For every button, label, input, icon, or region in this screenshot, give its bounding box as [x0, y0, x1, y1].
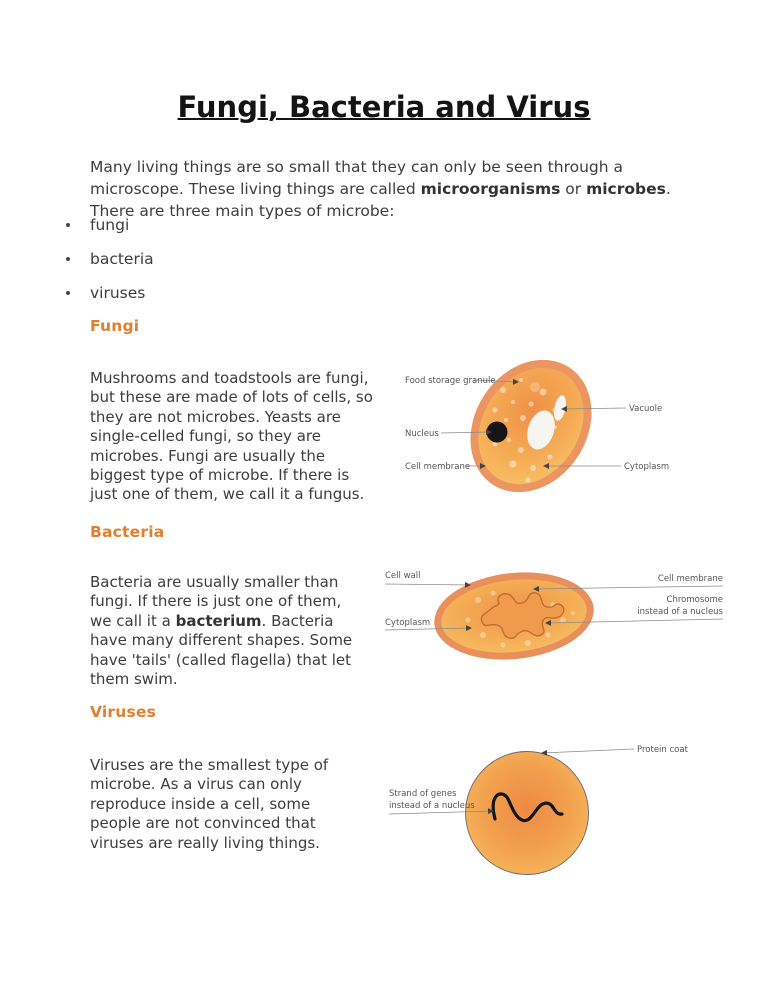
label-strand-line1: Strand of genes: [389, 789, 457, 799]
label-cell-membrane: Cell membrane: [405, 462, 471, 472]
bullet-icon: [66, 291, 70, 295]
label-cell-wall: Cell wall: [385, 571, 421, 581]
intro-paragraph: [90, 156, 671, 222]
label-cytoplasm: Cytoplasm: [624, 462, 670, 472]
label-protein-coat: Protein coat: [637, 745, 688, 755]
bullet-item-bacteria: bacteria: [66, 251, 154, 267]
term-microorganisms: microorganisms: [420, 180, 561, 198]
label-nucleus: Nucleus: [405, 429, 439, 439]
bullet-icon: [66, 223, 70, 227]
bacteria-paragraph: Bacteria are usually smaller than fungi. If there is just one of them, we call it a bacterium. Bacteria have many different shapes. Some have 'tails' (called flagella) that let them swim.: [90, 573, 353, 689]
term-bacterium: bacterium: [175, 611, 262, 630]
section-heading-fungi: Fungi: [90, 317, 140, 335]
label-strand-line2: instead of a nucleus: [389, 801, 475, 811]
label-cytoplasm: Cytoplasm: [385, 618, 431, 628]
protein-coat-shape: [466, 752, 589, 875]
label-chromosome-line1: Chromosome: [666, 595, 723, 605]
bacterium-cell-diagram: [383, 565, 768, 670]
leader-line: [385, 584, 470, 585]
viruses-paragraph: Viruses are the smallest type of microbe. As a virus can only reproduce inside a cell, some people are not convinced that viruses are really living things.: [90, 756, 329, 852]
microbe-bullet-list: [66, 217, 154, 319]
section-heading-viruses: Viruses: [90, 703, 157, 721]
bullet-item-viruses: viruses: [66, 285, 154, 301]
label-vacuole: Vacuole: [629, 404, 663, 414]
bullet-item-fungi: fungi: [66, 217, 154, 233]
fungi-paragraph: Mushrooms and toadstools are fungi, but these are made of lots of cells, so they are not microbes. Yeasts are single-celled fungi, so they are microbes. Fungi are usually the biggest type of microbe. If there is just one of them, we call it a fungus.: [90, 369, 373, 504]
page-title: Fungi, Bacteria and Virus: [177, 90, 591, 124]
label-chromosome-line2: instead of a nucleus: [637, 607, 723, 617]
virus-diagram: [385, 735, 768, 893]
term-microbes: microbes: [586, 180, 666, 198]
section-heading-bacteria: Bacteria: [90, 523, 165, 541]
intro-line: Many living things are so small that they can only be seen through a: [90, 158, 623, 176]
leader-line: [542, 749, 634, 753]
bullet-icon: [66, 257, 70, 261]
label-cell-membrane: Cell membrane: [657, 574, 723, 584]
yeast-cell-diagram: [385, 352, 765, 507]
label-food-storage-granule: Food storage granule: [405, 376, 496, 386]
intro-line: There are three main types of microbe:: [90, 202, 395, 220]
intro-line: microscope. These living things are called microorganisms or microbes.: [90, 180, 671, 198]
